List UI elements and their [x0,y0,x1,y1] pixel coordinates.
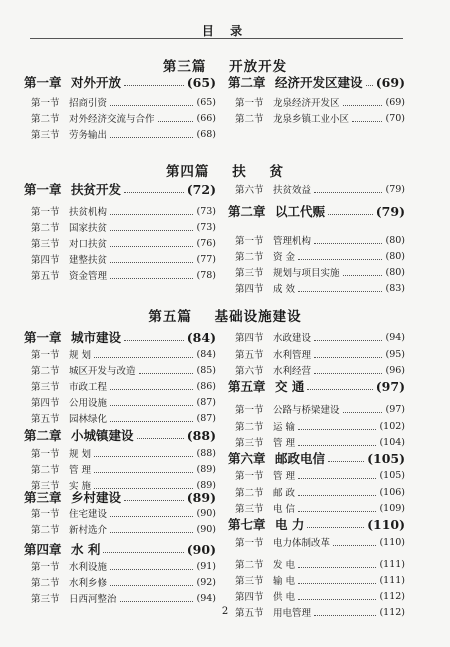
entry-number: 第一节 [31,350,60,361]
entry-page: (89) [196,463,216,475]
page-number: 2 [221,606,229,617]
entry-page: (94) [196,592,216,604]
entry-number: 第七章 [228,517,266,532]
entry-number: 第三节 [31,130,60,141]
dot-leader [110,420,193,422]
dot-leader [124,499,184,501]
entry-number: 第一节 [235,538,264,549]
entry-label: 市政工程 [69,382,108,393]
entry-title [24,363,136,377]
entry-page: (78) [196,269,216,281]
entry-label: 日西河整治 [69,594,117,605]
entry-title [228,557,295,571]
entry-title [228,535,330,549]
dot-leader [137,437,184,439]
entry-title [228,501,295,515]
entry-page: (94) [385,331,405,343]
entry-label: 水利乡修 [69,578,108,589]
entry-title [228,233,311,247]
entry-page: (88) [196,447,216,459]
entry-title [24,347,91,361]
dot-leader [120,600,194,602]
toc-chapter-entry[interactable] [24,425,216,445]
dot-leader [298,428,376,430]
entry-number: 第三节 [235,438,264,449]
entry-label: 对外经济交流与合作 [69,114,155,125]
entry-label: 公用设施 [69,398,108,409]
entry-label: 实 施 [69,481,92,492]
entry-page: (91) [196,560,216,572]
entry-label: 管 理 [273,471,296,482]
entry-number: 第二节 [31,465,60,476]
entry-title [228,377,304,395]
entry-title [24,111,155,125]
entry-label: 电 力 [275,517,305,532]
entry-number: 第二节 [31,114,60,125]
entry-label: 对口扶贫 [69,239,108,250]
entry-page: (109) [379,502,405,514]
dot-leader [298,290,382,292]
dot-leader [139,372,194,374]
part-title: 第三篇 开放开发 [162,59,288,75]
entry-number: 第一节 [31,562,60,573]
toc-chapter-entry[interactable] [228,376,405,396]
entry-page: (77) [196,253,216,265]
entry-label: 供 电 [273,592,296,603]
toc-section-entry[interactable] [228,179,405,199]
entry-title [228,249,295,263]
entry-title [24,411,107,425]
entry-page: (79) [375,203,405,219]
entry-page: (89) [186,489,216,505]
entry-page: (80) [385,266,405,278]
entry-label: 资金管理 [69,271,108,282]
entry-title [228,281,295,295]
entry-title [24,522,107,536]
entry-label: 水利管理 [273,350,312,361]
dot-leader [110,245,193,247]
entry-label: 扶贫效益 [273,185,312,196]
entry-page: (90) [186,541,216,557]
entry-number: 第四节 [235,592,264,603]
entry-page: (106) [379,486,405,498]
toc-chapter-entry[interactable] [228,201,405,221]
entry-title [24,379,107,393]
entry-page: (72) [186,181,216,197]
entry-number: 第二节 [235,422,264,433]
dot-leader [94,471,193,473]
entry-label: 经济开发区建设 [275,75,363,90]
entry-title [24,95,107,109]
entry-page: (87) [196,396,216,408]
entry-number: 第一节 [235,98,264,109]
entry-page: (84) [196,348,216,360]
entry-title [24,73,121,91]
entry-label: 用电管理 [273,608,312,619]
dot-leader [110,531,193,533]
entry-number: 第一节 [31,509,60,520]
entry-page: (111) [379,574,405,586]
entry-page: (80) [385,234,405,246]
entry-label: 发 电 [273,560,296,571]
dot-leader [110,104,193,106]
entry-label: 电 信 [273,504,296,515]
entry-title [228,419,295,433]
entry-number: 第一节 [235,236,264,247]
entry-page: (90) [196,507,216,519]
dot-leader [366,84,373,86]
entry-label: 城区开发与改造 [69,366,136,377]
entry-label: 小城镇建设 [71,428,134,443]
entry-label: 成 效 [273,284,296,295]
entry-number: 第二节 [235,560,264,571]
dot-leader [110,388,193,390]
entry-label: 公路与桥梁建设 [273,405,340,416]
entry-label: 邮 政 [273,488,296,499]
entry-number: 第六章 [228,451,266,466]
entry-label: 建整扶贫 [69,255,108,266]
entry-label: 劳务输出 [69,130,108,141]
entry-title [24,252,107,266]
entry-number: 第三节 [235,504,264,515]
dot-leader [307,388,372,390]
entry-title [24,462,91,476]
entry-label: 扶贫开发 [71,182,122,197]
entry-number: 第三节 [235,576,264,587]
dot-leader [110,404,193,406]
entry-page: (92) [196,576,216,588]
entry-title [228,95,340,109]
entry-label: 对外开放 [71,75,122,90]
toc-section-entry[interactable] [228,532,405,552]
entry-title [24,180,121,198]
entry-label: 运 输 [273,422,296,433]
entry-page: (104) [379,436,405,448]
entry-label: 龙泉经济开发区 [273,98,340,109]
entry-number: 第六节 [235,185,264,196]
entry-title [228,402,340,416]
entry-number: 第三节 [235,268,264,279]
toc-chapter-entry[interactable] [228,72,405,92]
dot-leader [343,411,383,413]
entry-title [24,559,107,573]
entry-number: 第二章 [24,428,62,443]
entry-page: (76) [196,237,216,249]
entry-page: (84) [186,329,216,345]
entry-page: (85) [196,364,216,376]
entry-page: (87) [196,412,216,424]
toc-chapter-entry[interactable] [24,179,216,199]
entry-title [228,485,295,499]
dot-leader [314,356,382,358]
entry-page: (68) [196,128,216,140]
toc-section-entry[interactable] [228,278,405,298]
entry-number: 第二节 [235,252,264,263]
entry-label: 新村选介 [69,525,108,536]
entry-number: 第四节 [31,255,60,266]
entry-number: 第一节 [235,471,264,482]
entry-label: 水利设施 [69,562,108,573]
entry-page: (73) [196,205,216,217]
entry-label: 管理机构 [273,236,312,247]
entry-page: (86) [196,380,216,392]
entry-title [228,363,311,377]
entry-page: (80) [385,250,405,262]
entry-number: 第一章 [24,75,62,90]
dot-leader [110,277,193,279]
dot-leader [314,339,382,341]
entry-page: (79) [385,183,405,195]
entry-page: (89) [196,479,216,491]
dot-leader [298,566,376,568]
entry-page: (95) [385,348,405,360]
entry-page: (112) [379,590,405,602]
entry-page: (111) [379,558,405,570]
entry-title [24,236,107,250]
dot-leader [110,584,193,586]
page-title: 目 录 [201,24,249,38]
entry-number: 第四节 [31,398,60,409]
dot-leader [110,515,193,517]
entry-number: 第二节 [31,578,60,589]
entry-page: (90) [196,523,216,535]
entry-page: (69) [375,74,405,90]
entry-number: 第三节 [31,239,60,250]
entry-title [24,426,134,444]
entry-number: 第五节 [31,271,60,282]
entry-number: 第一节 [235,405,264,416]
entry-label: 乡村建设 [71,490,122,505]
dot-leader [124,191,184,193]
toc-section-entry[interactable] [24,519,216,539]
entry-number: 第三节 [31,382,60,393]
dot-leader [298,477,376,479]
entry-page: (97) [385,403,405,415]
entry-label: 输 电 [273,576,296,587]
part-title: 第四篇 扶 贫 [165,164,285,180]
entry-title [228,330,311,344]
entry-title [228,435,295,449]
dot-leader [298,258,382,260]
entry-number: 第三章 [24,490,62,505]
entry-page: (66) [196,112,216,124]
entry-number: 第二节 [235,114,264,125]
dot-leader [94,356,193,358]
entry-title [228,265,340,279]
dot-leader [343,104,383,106]
dot-leader [328,213,373,215]
dot-leader [298,510,376,512]
entry-label: 水 利 [71,542,101,557]
entry-title [24,575,107,589]
entry-number: 第五节 [31,414,60,425]
dot-leader [314,191,382,193]
part-title: 第五篇 基础设施建设 [148,309,302,325]
dot-leader [298,582,376,584]
entry-title [228,573,295,587]
entry-page: (102) [379,420,405,432]
entry-title [24,395,107,409]
entry-page: (96) [385,364,405,376]
entry-page: (65) [196,96,216,108]
entry-number: 第五章 [228,379,266,394]
dot-leader [314,372,382,374]
entry-title [24,268,107,282]
dot-leader [328,460,364,462]
entry-title [228,589,295,603]
entry-number: 第二章 [228,204,266,219]
entry-title [228,468,295,482]
entry-label: 水利经营 [273,366,312,377]
dot-leader [110,568,193,570]
entry-label: 电力体制改革 [273,538,331,549]
entry-label: 招商引资 [69,98,108,109]
dot-leader [307,526,364,528]
dot-leader [110,261,193,263]
entry-label: 管 理 [69,465,92,476]
entry-label: 以工代赈 [275,204,326,219]
entry-title [24,506,107,520]
entry-label: 规 划 [69,350,92,361]
entry-number: 第二节 [235,488,264,499]
entry-label: 园林绿化 [69,414,108,425]
entry-label: 资 金 [273,252,296,263]
dot-leader [333,544,376,546]
dot-leader [110,136,193,138]
entry-page: (112) [379,606,405,618]
entry-title [24,591,117,605]
entry-number: 第二节 [31,223,60,234]
dot-leader [124,339,184,341]
dot-leader [110,213,193,215]
entry-label: 国家扶贫 [69,223,108,234]
entry-title [24,446,91,460]
entry-label: 规划与项目实施 [273,268,340,279]
dot-leader [298,598,376,600]
entry-label: 管 理 [273,438,296,449]
dot-leader [343,274,383,276]
dot-leader [314,242,382,244]
entry-title [24,220,107,234]
dot-leader [124,84,184,86]
entry-number: 第一章 [24,330,62,345]
entry-page: (69) [385,96,405,108]
entry-title [228,182,311,196]
toc-section-entry[interactable] [24,265,216,285]
entry-number: 第三节 [31,481,60,492]
toc-section-entry[interactable] [24,124,216,144]
dot-leader [298,444,376,446]
entry-title [228,202,325,220]
entry-number: 第一节 [31,207,60,218]
entry-number: 第一节 [31,449,60,460]
entry-page: (65) [186,74,216,90]
title-rule [30,38,403,39]
entry-label: 交 通 [275,379,305,394]
entry-title [24,204,107,218]
dot-leader [94,455,193,457]
entry-page: (97) [375,378,405,394]
entry-number: 第六节 [235,366,264,377]
entry-label: 规 划 [69,449,92,460]
entry-page: (70) [385,112,405,124]
entry-title [228,111,349,125]
entry-page: (73) [196,221,216,233]
entry-label: 扶贫机构 [69,207,108,218]
entry-number: 第四节 [235,284,264,295]
toc-chapter-entry[interactable] [24,72,216,92]
dot-leader [103,551,183,553]
entry-page: (83) [385,282,405,294]
entry-page: (110) [379,536,405,548]
entry-label: 城市建设 [71,330,122,345]
dot-leader [298,494,376,496]
entry-page: (105) [379,469,405,481]
dot-leader [352,120,382,122]
entry-number: 第一章 [24,182,62,197]
toc-section-entry[interactable] [24,588,216,608]
entry-number: 第二节 [31,366,60,377]
entry-page: (110) [367,516,405,532]
entry-page: (105) [367,450,405,466]
entry-number: 第一节 [31,98,60,109]
entry-title [228,347,311,361]
entry-number: 第五节 [235,350,264,361]
entry-number: 第四节 [235,333,264,344]
entry-number: 第四章 [24,542,62,557]
entry-label: 住宅建设 [69,509,108,520]
dot-leader [158,120,194,122]
entry-number: 第二章 [228,75,266,90]
toc-chapter-entry[interactable] [228,514,405,534]
entry-title [228,73,363,91]
entry-label: 水政建设 [273,333,312,344]
entry-title [24,127,107,141]
entry-page: (88) [186,427,216,443]
entry-number: 第三节 [31,594,60,605]
entry-label: 邮政电信 [275,451,326,466]
dot-leader [110,229,193,231]
entry-number: 第五节 [235,608,264,619]
entry-title [228,515,304,533]
entry-label: 龙泉乡镇工业小区 [273,114,350,125]
entry-number: 第二节 [31,525,60,536]
toc-section-entry[interactable] [228,108,405,128]
